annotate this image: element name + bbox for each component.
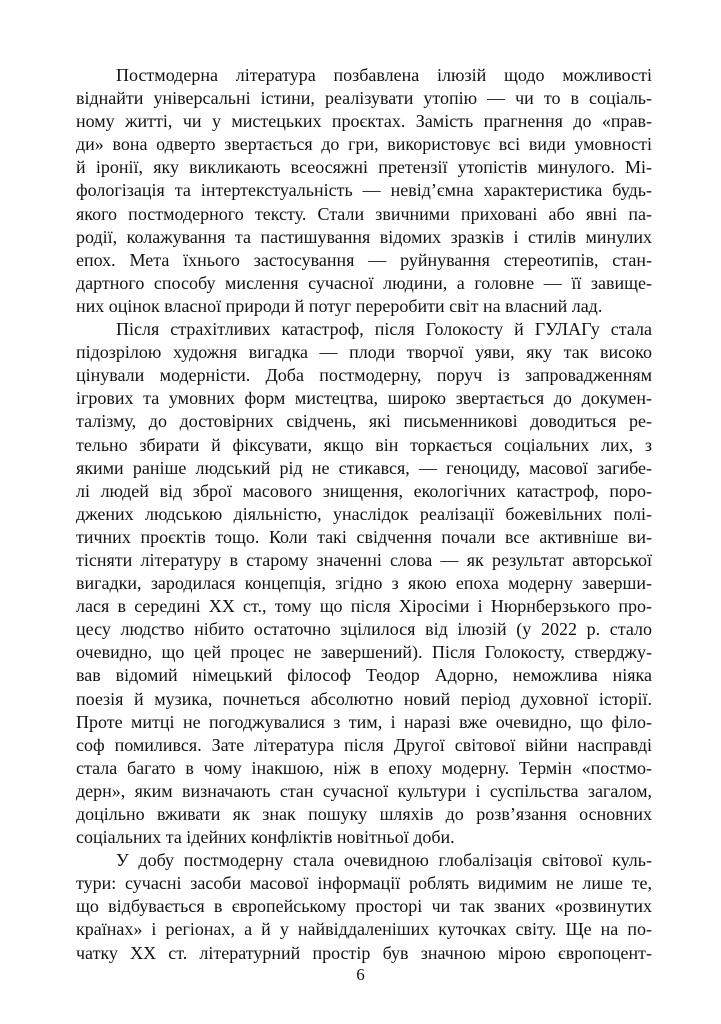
text-line: дартного способу мислення сучасної людини, а головне — її завище- [76,272,652,293]
text-line: соф помилився. Зате література після Другої світової війни насправді [76,734,652,755]
page-number: 6 [356,965,365,984]
text-line: лася в середині XX ст., тому що після Хіросіми і Нюрнберзького про- [76,596,652,617]
text-line: тичних проєктів тощо. Коли такі свідчення почали все активніше ви- [76,526,652,547]
text-line: ному житті, чи у мистецьких проєктах. Замість прагнення до «прав- [76,111,652,132]
text-line: тісняти літературу в старому значенні слова — як результат авторської [76,549,652,570]
text-line: що відбувається в європейському просторі чи так званих «розвинутих [76,896,652,917]
text-line: цінували модерністи. Доба постмодерну, поруч із запровадженням [76,365,652,386]
text-line: тельно збирати й фіксувати, якщо він торкається соціальних лих, з [76,434,652,455]
paragraph [76,849,652,964]
text-line: Проте митці не погоджувалися з тим, і наразі вже очевидно, що філо- [76,711,652,732]
text-line: країнах» і регіонах, а й у найвіддаленіших куточках світу. Ще на по- [76,919,652,940]
text-line: стала багато в чому інакшою, ніж в епоху модерну. Термін «постмо- [76,757,652,778]
paragraph [76,318,652,849]
text-line: ігрових та умовних форм мистецтва, широко звертається до докумен- [76,388,652,409]
text-line: якими раніше людський рід не стикався, — геноциду, масової загибе- [76,457,652,478]
text-line: чатку XX ст. літературний простір був значною мірою європоцент- [76,942,652,963]
text-line: лі людей від зброї масового знищення, екологічних катастроф, поро- [76,480,652,501]
text-line: соціальних та ідейних конфліктів новітньої доби. [76,827,455,848]
text-line: Після страхітливих катастроф, після Голокосту й ГУЛАГу стала [116,319,652,340]
text-line: епох. Мета їхнього застосування — руйнування стереотипів, стан- [76,249,652,270]
text-line: родії, колажування та пастишування відомих зразків і стилів минулих [76,226,652,247]
text-line: Постмодерна література позбавлена ілюзій щодо можливості [116,65,652,85]
text-line: талізму, до достовірних свідчень, які письменникові доводиться ре- [76,411,652,432]
text-line: тури: сучасні засоби масової інформації роблять видимим не лише те, [76,873,652,894]
text-line: вав відомий німецький філософ Теодор Адорно, неможлива ніяка [76,665,652,686]
text-line: поезія й музика, почнеться абсолютно новий період духовної історії. [76,688,652,709]
body-text [76,64,652,965]
text-line: якого постмодерного тексту. Стали звичними приховані або явні па- [76,203,652,224]
text-line: них оцінок власної природи й потуг переробити світ на власний лад. [76,295,603,316]
text-line: джених людською діяльністю, унаслідок реалізації божевільних полі- [76,503,652,524]
text-line: дерн», яким визначають стан сучасної культури і суспільства загалом, [76,780,652,801]
text-line: очевидно, що цей процес не завершений). Після Голокосту, стверджу- [76,642,652,663]
text-line: вигадки, зародилася концепція, згідно з якою епоха модерну заверши- [76,573,652,594]
text-line: фологізація та інтертекстуальність — невід’ємна характеристика будь- [76,180,652,201]
text-line: цесу людство нібито остаточно зцілилося від ілюзій (у 2022 р. стало [76,619,652,640]
text-line: підозрілою художня вигадка — плоди творчої уяви, яку так високо [76,342,652,363]
paragraph [76,64,652,318]
text-line: віднайти універсальні істини, реалізувати утопію — чи то в соціаль- [76,88,652,109]
text-line: У добу постмодерну стала очевидною глобалізація світової куль- [116,850,652,871]
text-line: ди» вона одверто звертається до гри, використовує всі види умовності [76,134,652,155]
text-line: доцільно вживати як знак пошуку шляхів до розв’язання основних [76,804,652,824]
text-line: й іронії, яку викликають всеосяжні претензії утопістів минулого. Мі- [76,157,652,178]
